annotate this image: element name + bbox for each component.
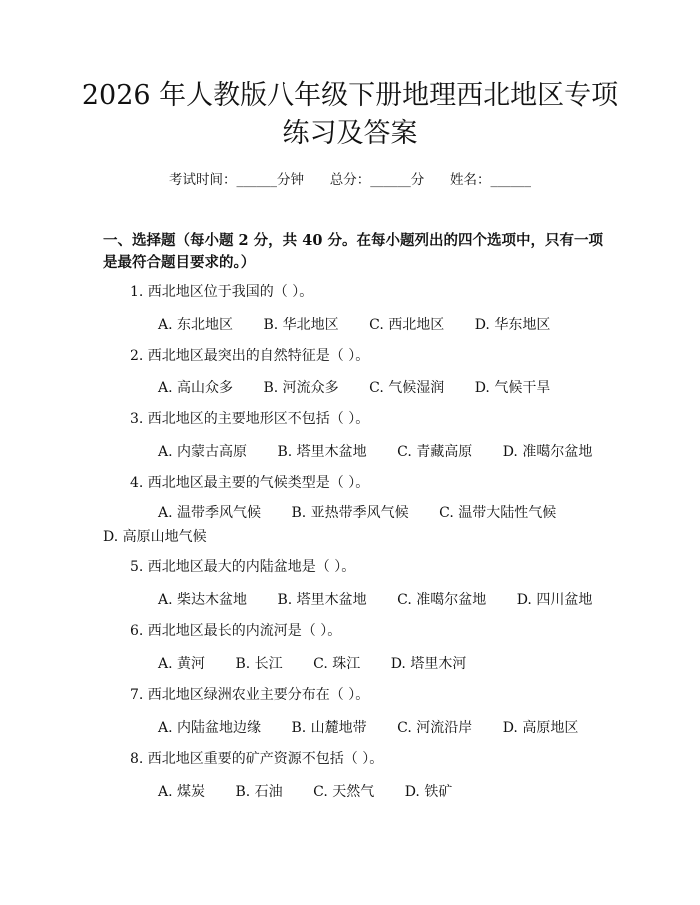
option-c: C. 青藏高原 bbox=[397, 444, 473, 460]
score-blank: ______ bbox=[370, 172, 411, 188]
question-options bbox=[103, 501, 589, 549]
time-blank: ______ bbox=[236, 172, 277, 188]
question-stem: 6. 西北地区最长的内流河是（ ）。 bbox=[130, 623, 342, 639]
time-label: 考试时间： bbox=[169, 172, 237, 188]
option-a: A. 煤炭 bbox=[158, 784, 206, 800]
option-a: A. 东北地区 bbox=[158, 317, 234, 333]
question-stem: 4. 西北地区最主要的气候类型是（ ）。 bbox=[130, 475, 370, 491]
option-a: A. 内陆盆地边缘 bbox=[158, 720, 262, 736]
option-a: A. 黄河 bbox=[158, 656, 206, 672]
question-stem: 7. 西北地区绿洲农业主要分布在（ ）。 bbox=[130, 687, 370, 703]
option-b: B. 长江 bbox=[235, 656, 283, 672]
option-c: C. 河流沿岸 bbox=[397, 720, 473, 736]
question-options bbox=[158, 441, 618, 461]
option-c: C. 气候湿润 bbox=[369, 380, 445, 396]
option-d: D. 华东地区 bbox=[474, 317, 551, 333]
option-d: D. 高原山地气候 bbox=[103, 529, 207, 545]
question-options bbox=[158, 653, 492, 673]
option-a: A. 温带季风气候 bbox=[158, 505, 262, 521]
option-d: D. 准噶尔盆地 bbox=[502, 444, 593, 460]
question-options bbox=[158, 717, 604, 737]
option-a: A. 高山众多 bbox=[158, 380, 234, 396]
document-title-line-1: 2026 年人教版八年级下册地理西北地区专项 bbox=[81, 80, 619, 111]
name-blank: ______ bbox=[490, 172, 531, 188]
option-b: B. 亚热带季风气候 bbox=[291, 505, 409, 521]
option-d: D. 塔里木河 bbox=[390, 656, 467, 672]
option-b: B. 山麓地带 bbox=[291, 720, 367, 736]
score-unit: 分 bbox=[410, 172, 425, 188]
option-d: D. 气候干旱 bbox=[474, 380, 551, 396]
option-b: B. 塔里木盆地 bbox=[277, 444, 367, 460]
option-d: D. 四川盆地 bbox=[516, 592, 593, 608]
exam-info-line bbox=[0, 168, 700, 188]
question-stem: 1. 西北地区位于我国的（ ）。 bbox=[130, 284, 314, 300]
option-b: B. 石油 bbox=[235, 784, 283, 800]
option-c: C. 西北地区 bbox=[369, 317, 445, 333]
question-options bbox=[158, 314, 576, 334]
option-c: C. 温带大陆性气候 bbox=[439, 505, 557, 521]
question-stem: 3. 西北地区的主要地形区不包括（ ）。 bbox=[130, 411, 370, 427]
question-options bbox=[158, 781, 478, 801]
option-d: D. 高原地区 bbox=[502, 720, 579, 736]
question-options bbox=[158, 377, 576, 397]
option-d: D. 铁矿 bbox=[404, 784, 453, 800]
option-a: A. 内蒙古高原 bbox=[158, 444, 248, 460]
score-label: 总分： bbox=[329, 172, 371, 188]
name-label: 姓名： bbox=[450, 172, 491, 188]
question-stem: 5. 西北地区最大的内陆盆地是（ ）。 bbox=[130, 559, 356, 575]
option-c: C. 准噶尔盆地 bbox=[397, 592, 487, 608]
option-b: B. 塔里木盆地 bbox=[277, 592, 367, 608]
option-b: B. 河流众多 bbox=[263, 380, 339, 396]
question-stem: 8. 西北地区重要的矿产资源不包括（ ）。 bbox=[130, 751, 384, 767]
question-options bbox=[158, 589, 618, 609]
option-c: C. 珠江 bbox=[313, 656, 361, 672]
document-title-line-2: 练习及答案 bbox=[282, 118, 418, 149]
time-unit: 分钟 bbox=[277, 172, 304, 188]
question-stem: 2. 西北地区最突出的自然特征是（ ）。 bbox=[130, 348, 370, 364]
option-a: A. 柴达木盆地 bbox=[158, 592, 248, 608]
option-b: B. 华北地区 bbox=[263, 317, 339, 333]
section-heading: 一、选择题（每小题 2 分，共 40 分。在每小题列出的四个选项中，只有一项是最符合题目要求的。） bbox=[103, 232, 603, 271]
option-c: C. 天然气 bbox=[313, 784, 375, 800]
